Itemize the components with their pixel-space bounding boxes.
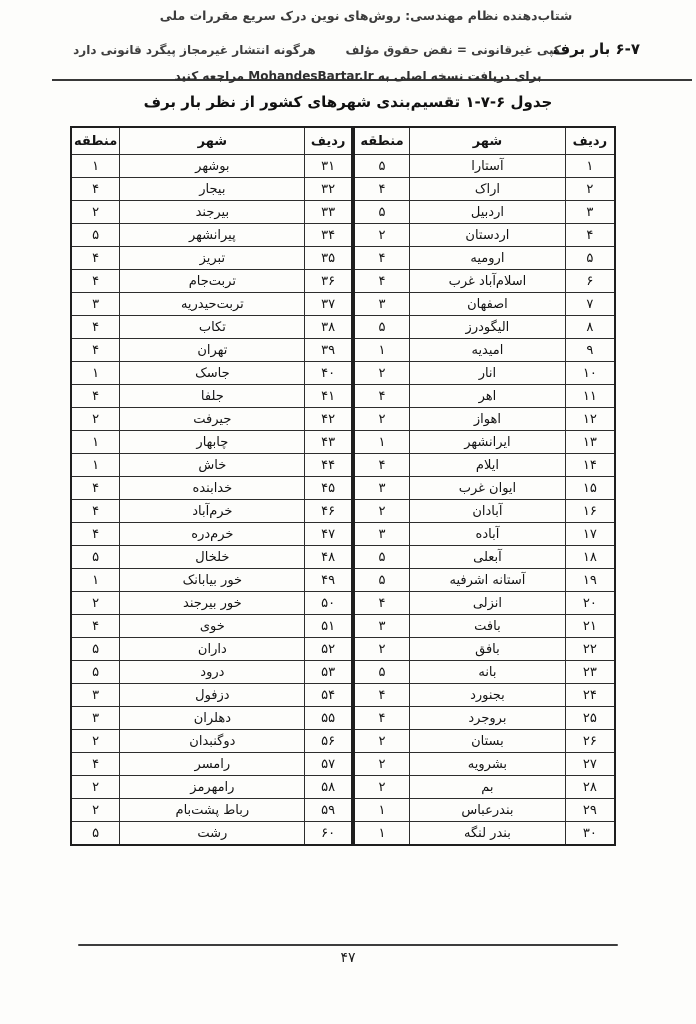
- row-number-cell: ۴۲: [305, 408, 352, 431]
- zone-cell: ۱: [71, 569, 120, 592]
- row-number-cell: ۱۳: [565, 431, 615, 454]
- city-cell: رامهرمز: [120, 776, 305, 799]
- city-column-header: شهر: [120, 127, 305, 155]
- table-row: [354, 684, 615, 707]
- city-cell: بندر لنگه: [410, 822, 565, 846]
- row-number-cell: ۵۰: [305, 592, 352, 615]
- table-row: [354, 730, 615, 753]
- section-heading-line: [73, 40, 640, 58]
- city-cell: انار: [410, 362, 565, 385]
- row-number-cell: ۳۱: [305, 155, 352, 178]
- row-number-cell: ۱۰: [565, 362, 615, 385]
- city-cell: اراک: [410, 178, 565, 201]
- table-row: [354, 477, 615, 500]
- city-cell: بیرجند: [120, 201, 305, 224]
- city-cell: اهر: [410, 385, 565, 408]
- table-row: [354, 569, 615, 592]
- table-row: [71, 155, 352, 178]
- table-row: [71, 822, 352, 846]
- city-cell: بندرعباس: [410, 799, 565, 822]
- city-cell: انزلی: [410, 592, 565, 615]
- zone-cell: ۵: [71, 224, 120, 247]
- table-row: [354, 546, 615, 569]
- city-cell: بم: [410, 776, 565, 799]
- row-number-cell: ۸: [565, 316, 615, 339]
- zone-cell: ۴: [71, 523, 120, 546]
- city-cell: آبعلی: [410, 546, 565, 569]
- table-row: [354, 822, 615, 846]
- city-cell: بانه: [410, 661, 565, 684]
- city-cell: تهران: [120, 339, 305, 362]
- page-number: ۴۷: [340, 950, 356, 966]
- zone-cell: ۵: [354, 661, 410, 684]
- row-number-cell: ۳۶: [305, 270, 352, 293]
- table-row: [354, 362, 615, 385]
- row-number-cell: ۲۰: [565, 592, 615, 615]
- table-row: [354, 500, 615, 523]
- table-row: [71, 776, 352, 799]
- row-number-cell: ۲۴: [565, 684, 615, 707]
- city-cell: تبریز: [120, 247, 305, 270]
- city-cell: اردستان: [410, 224, 565, 247]
- city-cell: خرم‌آباد: [120, 500, 305, 523]
- city-cell: اهواز: [410, 408, 565, 431]
- zone-cell: ۳: [71, 684, 120, 707]
- zone-cell: ۲: [354, 224, 410, 247]
- table-row: [354, 454, 615, 477]
- city-cell: بجنورد: [410, 684, 565, 707]
- row-number-cell: ۵۸: [305, 776, 352, 799]
- section-heading: ۶-۷ بار برف: [552, 40, 640, 58]
- row-number-cell: ۹: [565, 339, 615, 362]
- table-header-row: [354, 127, 615, 155]
- table-row: [71, 385, 352, 408]
- table-row: [71, 592, 352, 615]
- city-cell: تربت‌حیدریه: [120, 293, 305, 316]
- city-cell: اسلام‌آباد غرب: [410, 270, 565, 293]
- row-number-cell: ۵۷: [305, 753, 352, 776]
- row-number-cell: ۴۱: [305, 385, 352, 408]
- zone-column-header: منطقه: [354, 127, 410, 155]
- city-cell: خور بیابانک: [120, 569, 305, 592]
- row-number-cell: ۳۳: [305, 201, 352, 224]
- zone-cell: ۳: [71, 293, 120, 316]
- row-number-cell: ۲۹: [565, 799, 615, 822]
- row-number-cell: ۱: [565, 155, 615, 178]
- zone-cell: ۵: [354, 316, 410, 339]
- row-number-cell: ۴: [565, 224, 615, 247]
- zone-cell: ۳: [354, 523, 410, 546]
- zone-cell: ۴: [71, 615, 120, 638]
- table-row: [71, 454, 352, 477]
- city-cell: جیرفت: [120, 408, 305, 431]
- city-cell: دهلران: [120, 707, 305, 730]
- city-cell: رباط پشت‌بام: [120, 799, 305, 822]
- city-cell: چابهار: [120, 431, 305, 454]
- table-row: [71, 569, 352, 592]
- zone-cell: ۳: [354, 293, 410, 316]
- row-number-cell: ۳: [565, 201, 615, 224]
- city-cell: جلفا: [120, 385, 305, 408]
- table-row: [71, 339, 352, 362]
- zone-cell: ۱: [354, 431, 410, 454]
- row-number-cell: ۲۸: [565, 776, 615, 799]
- zone-cell: ۴: [354, 385, 410, 408]
- city-cell: آبادان: [410, 500, 565, 523]
- city-cell: ایلام: [410, 454, 565, 477]
- row-number-cell: ۲۶: [565, 730, 615, 753]
- row-number-cell: ۱۲: [565, 408, 615, 431]
- city-cell: بشرویه: [410, 753, 565, 776]
- city-cell: خلخال: [120, 546, 305, 569]
- zone-cell: ۴: [71, 178, 120, 201]
- zone-cell: ۳: [354, 615, 410, 638]
- city-cell: بیجار: [120, 178, 305, 201]
- table-row: [71, 684, 352, 707]
- zone-cell: ۳: [71, 707, 120, 730]
- zone-cell: ۳: [354, 477, 410, 500]
- zone-cell: ۱: [71, 362, 120, 385]
- row-number-cell: ۳۵: [305, 247, 352, 270]
- zone-cell: ۱: [71, 431, 120, 454]
- city-cell: بافت: [410, 615, 565, 638]
- city-cell: خاش: [120, 454, 305, 477]
- publish-watermark: هرگونه انتشار غیرمجاز پیگرد قانونی دارد: [73, 43, 316, 57]
- city-cell: ارومیه: [410, 247, 565, 270]
- city-cell: رامسر: [120, 753, 305, 776]
- zone-cell: ۴: [71, 339, 120, 362]
- table-row: [354, 523, 615, 546]
- city-cell: آباده: [410, 523, 565, 546]
- city-cell: آستانه اشرفیه: [410, 569, 565, 592]
- row-number-cell: ۱۵: [565, 477, 615, 500]
- table-row: [354, 224, 615, 247]
- zone-cell: ۴: [354, 270, 410, 293]
- zone-cell: ۵: [71, 546, 120, 569]
- zone-cell: ۵: [71, 822, 120, 846]
- table-row: [71, 661, 352, 684]
- header-note: شتاب‌دهنده نظام مهندسی: روش‌های نوین درک سریع مقررات ملی: [159, 8, 573, 23]
- row-number-cell: ۲۳: [565, 661, 615, 684]
- row-number-cell: ۴۴: [305, 454, 352, 477]
- zone-cell: ۲: [71, 730, 120, 753]
- city-cell: الیگودرز: [410, 316, 565, 339]
- snow-table-rows-31-60: [70, 126, 353, 846]
- table-row: [71, 753, 352, 776]
- zone-cell: ۱: [354, 339, 410, 362]
- city-cell: خرم‌دره: [120, 523, 305, 546]
- table-row: [354, 247, 615, 270]
- row-number-cell: ۵۲: [305, 638, 352, 661]
- zone-cell: ۲: [354, 638, 410, 661]
- table-header-row: [71, 127, 352, 155]
- city-cell: جاسک: [120, 362, 305, 385]
- zone-cell: ۴: [71, 316, 120, 339]
- city-cell: تربت‌جام: [120, 270, 305, 293]
- row-number-cell: ۲۱: [565, 615, 615, 638]
- row-number-cell: ۴۰: [305, 362, 352, 385]
- row-number-cell: ۳۴: [305, 224, 352, 247]
- table-row: [71, 362, 352, 385]
- table-row: [354, 638, 615, 661]
- zone-cell: ۴: [354, 454, 410, 477]
- footer-rule: [78, 944, 618, 946]
- zone-cell: ۴: [71, 477, 120, 500]
- row-number-cell: ۳۲: [305, 178, 352, 201]
- table-row: [71, 178, 352, 201]
- city-cell: بافق: [410, 638, 565, 661]
- row-number-cell: ۶۰: [305, 822, 352, 846]
- city-cell: خور بیرجند: [120, 592, 305, 615]
- table-row: [354, 385, 615, 408]
- row-column-header: ردیف: [565, 127, 615, 155]
- row-number-cell: ۲۲: [565, 638, 615, 661]
- zone-cell: ۲: [71, 201, 120, 224]
- table-row: [354, 339, 615, 362]
- snow-load-tables: [70, 126, 616, 846]
- table-row: [71, 247, 352, 270]
- city-cell: پیرانشهر: [120, 224, 305, 247]
- row-column-header: ردیف: [305, 127, 352, 155]
- row-number-cell: ۷: [565, 293, 615, 316]
- zone-cell: ۲: [354, 753, 410, 776]
- row-number-cell: ۳۷: [305, 293, 352, 316]
- table-row: [71, 799, 352, 822]
- table-row: [354, 753, 615, 776]
- row-number-cell: ۵۶: [305, 730, 352, 753]
- city-cell: ایرانشهر: [410, 431, 565, 454]
- zone-cell: ۵: [71, 661, 120, 684]
- city-cell: اردبیل: [410, 201, 565, 224]
- row-number-cell: ۵۴: [305, 684, 352, 707]
- city-cell: داران: [120, 638, 305, 661]
- table-row: [71, 270, 352, 293]
- zone-cell: ۱: [354, 799, 410, 822]
- zone-cell: ۴: [354, 247, 410, 270]
- table-row: [71, 638, 352, 661]
- snow-table-rows-1-30: [353, 126, 616, 846]
- row-number-cell: ۵۹: [305, 799, 352, 822]
- table-row: [354, 293, 615, 316]
- table-row: [354, 316, 615, 339]
- row-number-cell: ۲: [565, 178, 615, 201]
- row-number-cell: ۲۷: [565, 753, 615, 776]
- city-cell: ایوان غرب: [410, 477, 565, 500]
- zone-cell: ۴: [71, 385, 120, 408]
- table-row: [354, 408, 615, 431]
- zone-cell: ۱: [71, 454, 120, 477]
- table-row: [71, 293, 352, 316]
- table-row: [354, 776, 615, 799]
- city-cell: دزفول: [120, 684, 305, 707]
- table-row: [354, 661, 615, 684]
- table-row: [71, 477, 352, 500]
- zone-cell: ۵: [354, 569, 410, 592]
- table-row: [71, 523, 352, 546]
- table-row: [71, 730, 352, 753]
- table-row: [354, 201, 615, 224]
- city-cell: دوگنبدان: [120, 730, 305, 753]
- city-cell: خوی: [120, 615, 305, 638]
- row-number-cell: ۱۷: [565, 523, 615, 546]
- zone-cell: ۴: [71, 270, 120, 293]
- copy-watermark: کپی غیرقانونی = نقض حقوق مؤلف: [345, 43, 561, 57]
- table-row: [354, 799, 615, 822]
- zone-cell: ۵: [71, 638, 120, 661]
- row-number-cell: ۳۹: [305, 339, 352, 362]
- row-number-cell: ۱۹: [565, 569, 615, 592]
- zone-cell: ۲: [354, 408, 410, 431]
- table-row: [71, 546, 352, 569]
- row-number-cell: ۴۹: [305, 569, 352, 592]
- zone-cell: ۲: [71, 799, 120, 822]
- row-number-cell: ۴۷: [305, 523, 352, 546]
- table-row: [354, 178, 615, 201]
- zone-cell: ۴: [354, 707, 410, 730]
- table-row: [354, 431, 615, 454]
- table-row: [71, 500, 352, 523]
- zone-cell: ۵: [354, 546, 410, 569]
- row-number-cell: ۱۱: [565, 385, 615, 408]
- city-cell: بروجرد: [410, 707, 565, 730]
- row-number-cell: ۵۳: [305, 661, 352, 684]
- table-row: [71, 224, 352, 247]
- table-row: [354, 270, 615, 293]
- zone-cell: ۴: [354, 684, 410, 707]
- city-cell: درود: [120, 661, 305, 684]
- city-cell: اصفهان: [410, 293, 565, 316]
- row-number-cell: ۵: [565, 247, 615, 270]
- row-number-cell: ۱۸: [565, 546, 615, 569]
- zone-cell: ۲: [354, 500, 410, 523]
- row-number-cell: ۵۵: [305, 707, 352, 730]
- source-watermark: برای دریافت نسخه اصلی به MohandesBartar.Ir مراجعه کنید: [174, 69, 542, 83]
- zone-cell: ۴: [354, 178, 410, 201]
- row-number-cell: ۴۳: [305, 431, 352, 454]
- zone-cell: ۴: [71, 247, 120, 270]
- table-row: [354, 615, 615, 638]
- city-cell: امیدیه: [410, 339, 565, 362]
- zone-cell: ۵: [354, 201, 410, 224]
- table-row: [71, 431, 352, 454]
- row-number-cell: ۱۶: [565, 500, 615, 523]
- zone-cell: ۴: [71, 500, 120, 523]
- city-cell: تکاب: [120, 316, 305, 339]
- zone-cell: ۵: [354, 155, 410, 178]
- zone-cell: ۴: [354, 592, 410, 615]
- table-row: [354, 592, 615, 615]
- zone-cell: ۴: [71, 753, 120, 776]
- row-number-cell: ۴۵: [305, 477, 352, 500]
- row-number-cell: ۲۵: [565, 707, 615, 730]
- row-number-cell: ۶: [565, 270, 615, 293]
- table-row: [354, 155, 615, 178]
- zone-cell: ۲: [354, 362, 410, 385]
- city-cell: رشت: [120, 822, 305, 846]
- row-number-cell: ۴۸: [305, 546, 352, 569]
- zone-column-header: منطقه: [71, 127, 120, 155]
- table-title: جدول ۶-۷-۱ تقسیم‌بندی شهرهای کشور از نظر بار برف: [143, 93, 553, 111]
- city-cell: آستارا: [410, 155, 565, 178]
- table-row: [71, 201, 352, 224]
- row-number-cell: ۵۱: [305, 615, 352, 638]
- zone-cell: ۱: [354, 822, 410, 846]
- city-column-header: شهر: [410, 127, 565, 155]
- row-number-cell: ۴۶: [305, 500, 352, 523]
- zone-cell: ۲: [354, 730, 410, 753]
- city-cell: خدابنده: [120, 477, 305, 500]
- city-cell: بستان: [410, 730, 565, 753]
- table-row: [71, 707, 352, 730]
- row-number-cell: ۳۸: [305, 316, 352, 339]
- zone-cell: ۲: [71, 776, 120, 799]
- zone-cell: ۲: [71, 592, 120, 615]
- zone-cell: ۲: [354, 776, 410, 799]
- table-row: [71, 408, 352, 431]
- table-row: [354, 707, 615, 730]
- row-number-cell: ۱۴: [565, 454, 615, 477]
- table-row: [71, 615, 352, 638]
- zone-cell: ۲: [71, 408, 120, 431]
- city-cell: بوشهر: [120, 155, 305, 178]
- row-number-cell: ۳۰: [565, 822, 615, 846]
- table-row: [71, 316, 352, 339]
- zone-cell: ۱: [71, 155, 120, 178]
